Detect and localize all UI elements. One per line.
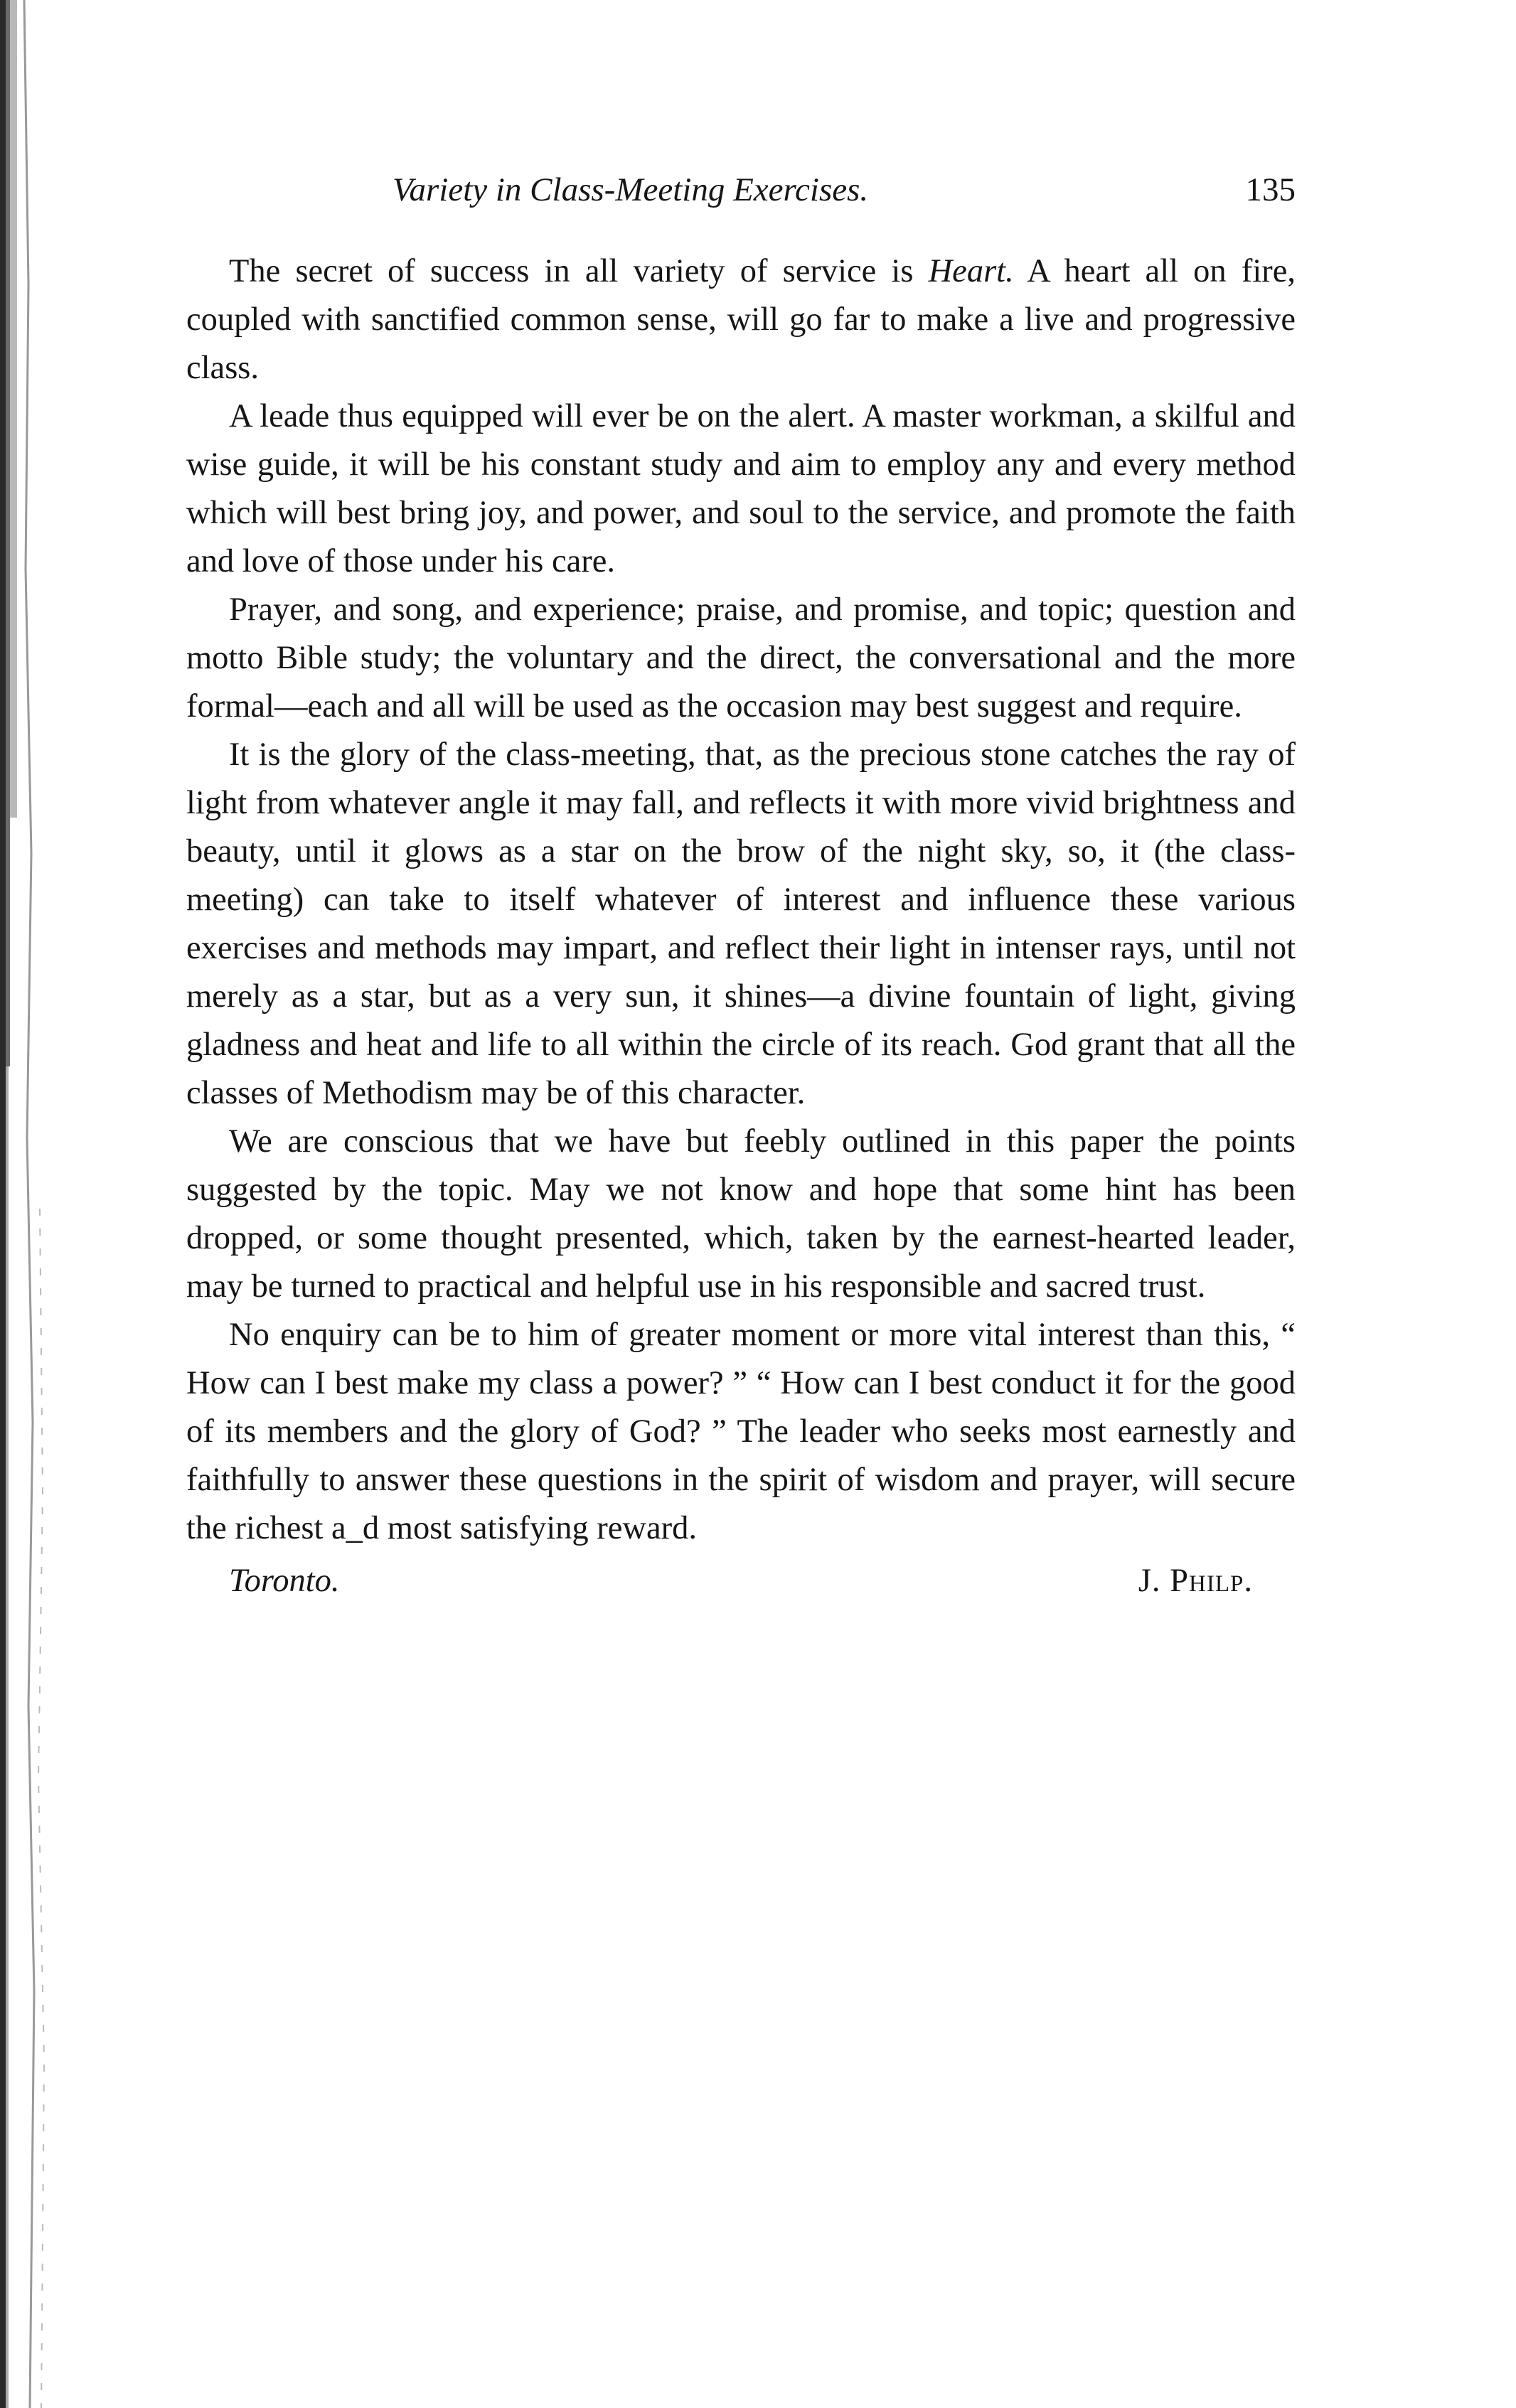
- emphasis-heart: Heart.: [928, 253, 1014, 289]
- paragraph: No enquiry can be to him of greater moment or more vital interest than this, “ How can I best make my class a power? ” “ How can I best conduct it for the good of its members and the glory of God? ” The leader who seeks most earnestly and faithfully to answer these questions in the spirit of wisdom and prayer, will secure the richest a_d most satisfying reward.: [186, 1317, 1296, 1546]
- paragraph: A leade thus equipped will ever be on the alert. A master workman, a skilful and wise guide, it will be his constant study and aim to employ any and every method which will best bring joy, and power, and soul to the service, and promote the faith and love of those under his care.: [186, 398, 1296, 579]
- binding-edge-shadow: [0, 0, 50, 2408]
- paragraph: It is the glory of the class-meeting, that, as the precious stone catches the ray of light from whatever angle it may fall, and reflects it with more vivid brightness and beauty, until it glows as a star on the brow of the night sky, so, it (the class-meeting) can take to itself whatever of interest and influence these various exercises and methods may impart, and reflect their light in intenser rays, until not merely as a star, but as a very sun, it shines—a divine fountain of light, giving gladness and heat and life to all within the circle of its reach. God grant that all the classes of Methodism may be of this character.: [186, 737, 1296, 1111]
- body-text: [186, 247, 1296, 1553]
- paragraph: We are conscious that we have but feebly outlined in this paper the points suggested by the topic. May we not know and hope that some hint has been dropped, or some thought presented, which, taken by the earnest-hearted leader, may be turned to practical and helpful use in his responsible and sacred trust.: [186, 1123, 1296, 1305]
- signature-place: Toronto.: [229, 1563, 340, 1599]
- paragraph: The secret of success in all variety of service is Heart. A heart all on fire, coupled with sanctified common sense, will go far to make a live and progressive class.: [186, 253, 1296, 386]
- running-head-title: Variety in Class-Meeting Exercises.: [393, 171, 869, 208]
- signature-author: J. Philp.: [1138, 1563, 1253, 1599]
- running-head: [186, 164, 1296, 216]
- signature-line: [186, 1557, 1296, 1605]
- book-page: [186, 164, 1296, 1605]
- paragraph: Prayer, and song, and experience; praise, and promise, and topic; question and motto Bible study; the voluntary and the direct, the conversational and the more formal—each and all will be used as the occasion may best suggest and require.: [186, 592, 1296, 724]
- page-number: 135: [1245, 171, 1296, 208]
